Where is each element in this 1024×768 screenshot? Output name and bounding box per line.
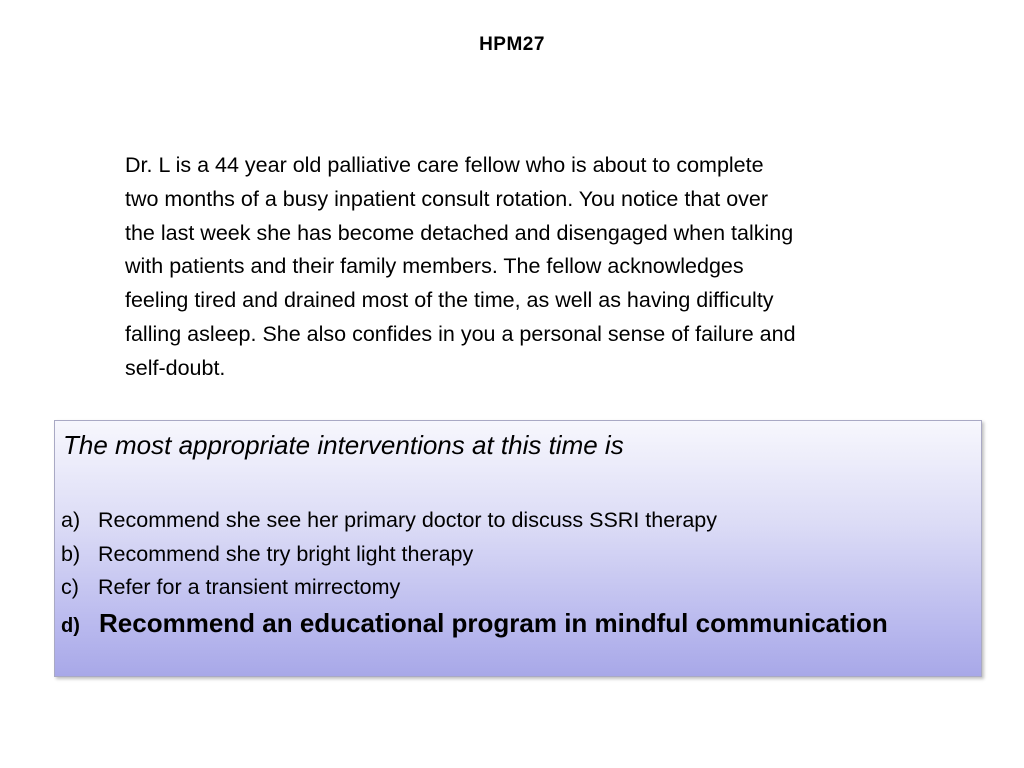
option-c[interactable]	[61, 571, 888, 605]
stem-line: the last week she has become detached and disengaged when talking	[125, 220, 794, 245]
stem-line: falling asleep. She also confides in you a personal sense of failure and	[125, 321, 796, 346]
options-list	[61, 504, 888, 646]
option-text: Recommend she see her primary doctor to discuss SSRI therapy	[98, 508, 717, 532]
stem-line: Dr. L is a 44 year old palliative care fellow who is about to complete	[125, 153, 764, 177]
slide-title: HPM27	[479, 34, 545, 55]
stem-line: feeling tired and drained most of the time, as well as having difficulty	[125, 288, 774, 313]
question-stem	[125, 149, 945, 386]
option-text: Recommend an educational program in mindful communication	[99, 607, 888, 638]
stem-line: with patients and their family members. The fellow acknowledges	[125, 254, 744, 279]
option-d-correct[interactable]	[61, 603, 888, 646]
stem-line: two months of a busy inpatient consult rotation. You notice that over	[125, 186, 769, 211]
stem-line: self-doubt.	[125, 355, 226, 380]
option-letter: c)	[61, 575, 79, 599]
option-letter: d)	[61, 614, 80, 637]
option-letter: a)	[61, 508, 81, 532]
answer-options-box	[54, 420, 982, 677]
option-text: Refer for a transient mirrectomy	[98, 575, 401, 599]
option-a[interactable]	[61, 504, 888, 538]
option-text: Recommend she try bright light therapy	[98, 541, 474, 566]
question-prompt: The most appropriate interventions at this time is	[63, 430, 624, 460]
option-b[interactable]	[61, 538, 888, 572]
option-letter: b)	[61, 541, 81, 566]
